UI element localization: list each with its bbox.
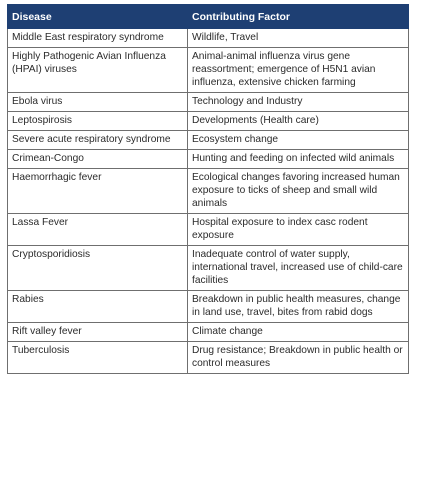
header-disease: Disease (8, 5, 188, 29)
table-row (8, 131, 409, 150)
disease-cell: Cryptosporidiosis (8, 246, 188, 291)
disease-table-container (7, 4, 408, 374)
table-row (8, 93, 409, 112)
disease-cell: Rift valley fever (8, 323, 188, 342)
factor-cell: Ecosystem change (188, 131, 409, 150)
table-row (8, 169, 409, 214)
factor-cell: Hunting and feeding on infected wild animals (188, 150, 409, 169)
factor-cell: Technology and Industry (188, 93, 409, 112)
table-header-row (8, 5, 409, 29)
factor-cell: Inadequate control of water supply, international travel, increased use of child-care facilities (188, 246, 409, 291)
disease-cell: Severe acute respiratory syndrome (8, 131, 188, 150)
disease-cell: Ebola virus (8, 93, 188, 112)
disease-cell: Crimean-Congo (8, 150, 188, 169)
table-row (8, 291, 409, 323)
factor-cell: Wildlife, Travel (188, 29, 409, 48)
factor-cell: Hospital exposure to index casc rodent exposure (188, 214, 409, 246)
table-row (8, 214, 409, 246)
table-row (8, 150, 409, 169)
table-row (8, 323, 409, 342)
header-contributing-factor: Contributing Factor (188, 5, 409, 29)
disease-cell: Leptospirosis (8, 112, 188, 131)
disease-cell: Highly Pathogenic Avian Influenza (HPAI) viruses (8, 48, 188, 93)
disease-cell: Haemorrhagic fever (8, 169, 188, 214)
factor-cell: Animal-animal influenza virus gene reassortment; emergence of H5N1 avian influenza, extensive chicken farming (188, 48, 409, 93)
factor-cell: Drug resistance; Breakdown in public health or control measures (188, 342, 409, 374)
table-row (8, 112, 409, 131)
table-row (8, 246, 409, 291)
disease-cell: Lassa Fever (8, 214, 188, 246)
factor-cell: Ecological changes favoring increased human exposure to ticks of sheep and small wild animals (188, 169, 409, 214)
table-row (8, 342, 409, 374)
factor-cell: Breakdown in public health measures, change in land use, travel, bites from rabid dogs (188, 291, 409, 323)
factor-cell: Developments (Health care) (188, 112, 409, 131)
table-row (8, 48, 409, 93)
disease-factor-table (7, 4, 409, 374)
disease-cell: Tuberculosis (8, 342, 188, 374)
disease-cell: Rabies (8, 291, 188, 323)
disease-cell: Middle East respiratory syndrome (8, 29, 188, 48)
table-row (8, 29, 409, 48)
factor-cell: Climate change (188, 323, 409, 342)
